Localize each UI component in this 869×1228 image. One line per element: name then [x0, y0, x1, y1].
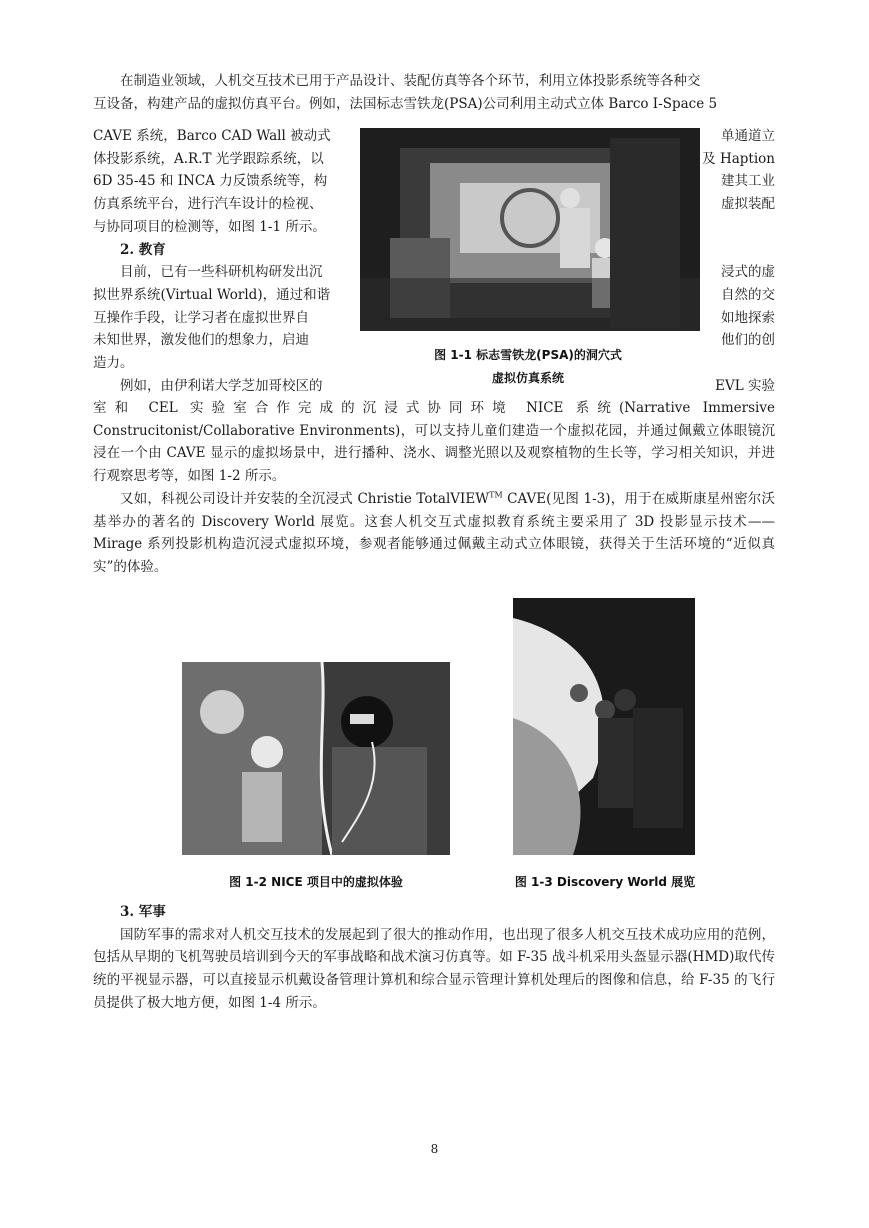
para2-line3-left: 互操作手段，让学习者在虚拟世界自 — [93, 309, 309, 326]
para3-line1-right: EVL 实验 — [715, 378, 775, 394]
figure-1-1-photo — [360, 128, 700, 331]
para1-line7-left: 与协同项目的检测等，如图 1-1 所示。 — [93, 218, 326, 235]
para4-part2: CAVE(见图 1-3)，用于在威斯康星州密尔沃基举办的著名的 Discovery World 展览。这套人机交互式虚拟教育系统主要采用了 3D 投影显示技术——Mirage 系列投影机构造沉浸式虚拟环境，参观者能够通过佩戴主动式立体眼镜，获得关于生活环境的“近似真实”的体验。 — [93, 490, 775, 575]
para1-line5-left: 6D 35-45 和 INCA 力反馈系统等，构 — [93, 173, 328, 190]
figure-1-2-image — [182, 662, 450, 855]
para1-line3-right: 单通道立 — [721, 128, 775, 144]
figure-1-1-caption-line1: 图 1-1 标志雪铁龙(PSA)的洞穴式 — [434, 348, 622, 362]
trademark-superscript: TM — [489, 490, 503, 500]
figure-1-2-photo — [182, 662, 450, 855]
para3-line1-left: 例如，由伊利诺大学芝加哥校区的 — [120, 377, 323, 394]
section-heading-military: 3. 军事 — [120, 904, 166, 920]
para2-line2-right: 自然的交 — [721, 287, 775, 303]
figure-1-3-photo — [513, 598, 695, 855]
para1-line4-left: 体投影系统，A.R.T 光学跟踪系统，以 — [93, 150, 324, 167]
figure-1-1-image — [360, 128, 700, 331]
para2-line4-right: 他们的创 — [721, 332, 775, 348]
page-number: 8 — [430, 1142, 439, 1156]
body-text — [93, 70, 775, 115]
para2-line4-left: 未知世界，激发他们的想象力，启迪 — [93, 332, 309, 349]
figure-1-3-caption: 图 1-3 Discovery World 展览 — [514, 875, 696, 889]
figure-1-3-image — [513, 598, 695, 855]
wrap-left-column — [93, 125, 353, 397]
figure-1-2-caption: 图 1-2 NICE 项目中的虚拟体验 — [229, 875, 403, 889]
para3-rest: 室和 CEL 实验室合作完成的沉浸式协同环境 NICE 系统(Narrative Immersive Construcitonist/Collaborative Environments)，可以支持儿童们建造一个虚拟花园，并通过佩戴立体眼镜沉浸在一个由 CAVE 显示的虚拟场景中，进行播种、浇水、调整光照以及观察植物的生长等，学习相关知识，并进行观察思考等，如图 1-2 所示。 — [93, 400, 775, 485]
para2-line1-left: 目前，已有一些科研机构研发出沉 — [120, 264, 323, 281]
body-text-continued — [93, 397, 775, 579]
para1-line1: 在制造业领域，人机交互技术已用于产品设计、装配仿真等各个环节，利用立体投影系统等各种交 — [120, 73, 701, 89]
military-section — [93, 901, 775, 1015]
para1-line3-left: CAVE 系统，Barco CAD Wall 被动式 — [93, 128, 331, 144]
para1-line6-right: 虚拟装配 — [721, 196, 775, 212]
para2-line2-left: 拟世界系统(Virtual World)，通过和谐 — [93, 286, 331, 303]
para2-line3-right: 如地探索 — [721, 310, 775, 326]
para2-line5-left: 造力。 — [93, 355, 134, 372]
para5: 国防军事的需求对人机交互技术的发展起到了很大的推动作用，也出现了很多人机交互技术成功应用的范例，包括从早期的飞机驾驶员培训到今天的军事战略和战术演习仿真等。如 F-35 战斗机采用头盔显示器(HMD)取代传统的平视显示器，可以直接显示机戴设备管理计算机和综合显示管理计算机处理后的图像和信息，给 F-35 的飞行员提供了极大地方便，如图 1-4 所示。 — [93, 926, 775, 1011]
para4-part1: 又如，科视公司设计并安装的全沉浸式 Christie TotalVIEW — [120, 490, 490, 507]
para1-line2: 互设备，构建产品的虚拟仿真平台。例如，法国标志雪铁龙(PSA)公司利用主动式立体 Barco I-Space 5 — [93, 95, 718, 112]
para4 — [93, 488, 775, 579]
para1-line4-right: 及 Haption — [702, 151, 775, 167]
section-heading-education: 2. 教育 — [120, 241, 166, 258]
para1-line5-right: 建其工业 — [721, 173, 775, 189]
para1-line6-left: 仿真系统平台，进行汽车设计的检视、 — [93, 196, 323, 213]
figure-1-1-caption-line2: 虚拟仿真系统 — [491, 371, 564, 385]
para2-line1-right: 浸式的虚 — [721, 264, 775, 280]
